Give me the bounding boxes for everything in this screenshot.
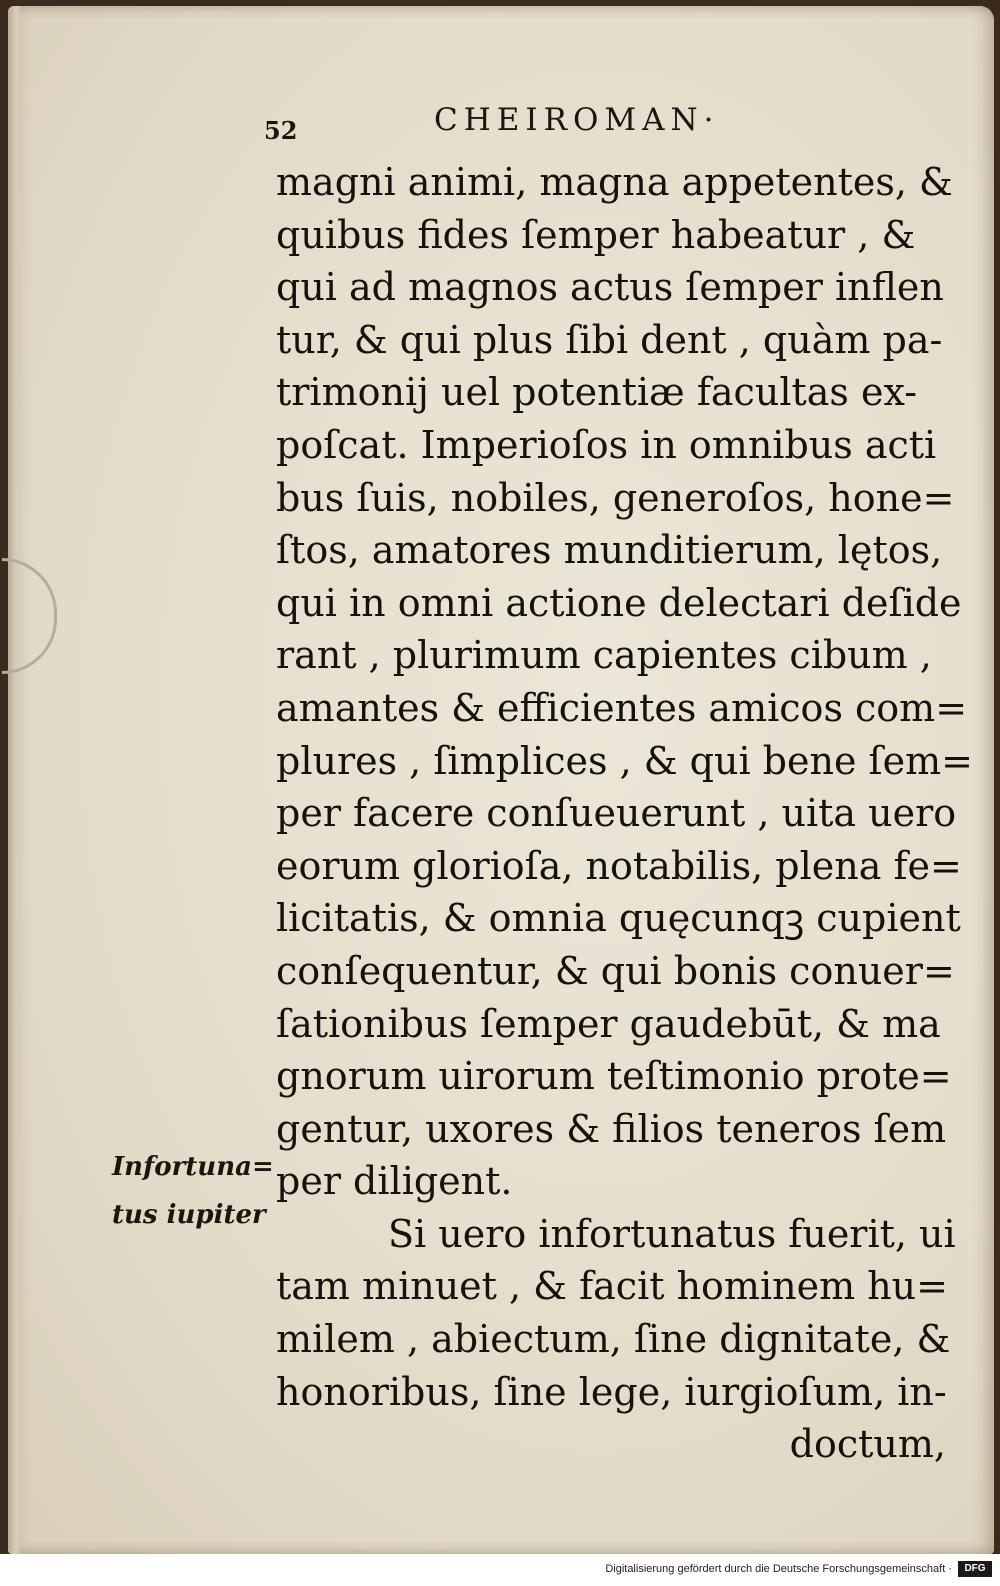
text-line: magni animi, magna appetentes, &: [276, 160, 953, 204]
text-line: amantes & efficientes amicos com=: [276, 685, 968, 730]
text-line: trimonij uel potentiæ facultas ex-: [276, 370, 918, 415]
funding-credit: Digitalisierung gefördert durch die Deutsche Forschungsgemeinschaft ·: [605, 1563, 952, 1575]
text-line: per facere conſueuerunt , uita uero: [276, 791, 957, 836]
text-line: qui ad magnos actus ſemper inflen: [276, 265, 944, 310]
text-line: Si uero infortunatus fuerit, ui: [388, 1211, 956, 1256]
text-line: ſationibus ſemper gaudebūt, & ma: [276, 1001, 941, 1046]
text-line: plures , ſimplices , & qui bene ſem=: [276, 738, 973, 783]
book-page: [8, 6, 994, 1554]
dfg-logo: DFG: [958, 1561, 992, 1577]
page-header: [264, 102, 964, 145]
running-head: CHEIROMAN·: [434, 102, 720, 138]
page-gutter-edge: [8, 6, 22, 1554]
text-line: gnorum uirorum teſtimonio prote=: [276, 1054, 952, 1099]
text-line: quibus fides ſemper habeatur , &: [276, 212, 916, 257]
text-line: per diligent.: [276, 1159, 513, 1204]
body-text: [276, 156, 973, 1471]
text-line: tur, & qui plus ſibi dent , quàm pa-: [276, 317, 943, 362]
text-line: gentur, uxores & filios teneros ſem: [276, 1106, 947, 1151]
text-line: tam minuet , & facit hominem hu=: [276, 1264, 948, 1309]
catchword: doctum,: [789, 1422, 946, 1467]
text-line: rant , plurimum capientes cibum ,: [276, 633, 932, 678]
digitization-footer: [0, 1554, 1000, 1586]
text-line: honoribus, ſine lege, iurgioſum, in-: [276, 1369, 947, 1414]
marginal-note: [112, 1143, 282, 1239]
text-line: eorum glorioſa, notabilis, plena fe=: [276, 843, 962, 888]
page-number: 52: [264, 116, 298, 145]
text-line: milem , abiectum, ſine dignitate, &: [276, 1317, 951, 1362]
text-line: conſequentur, & qui bonis conuer=: [276, 948, 955, 993]
text-line: poſcat. Imperioſos in omnibus acti: [276, 422, 937, 467]
text-line: ſtos, amatores munditierum, lętos,: [276, 528, 943, 573]
text-line: bus ſuis, nobiles, generoſos, hone=: [276, 475, 955, 520]
text-line: qui in omni actione delectari deſide: [276, 580, 962, 625]
marginal-note-line: tus iupiter: [112, 1200, 266, 1230]
text-line: licitatis, & omnia quęcunqꝫ cupient: [276, 896, 961, 941]
clasp-shadow: [2, 558, 57, 674]
marginal-note-line: Infortuna=: [112, 1152, 274, 1182]
